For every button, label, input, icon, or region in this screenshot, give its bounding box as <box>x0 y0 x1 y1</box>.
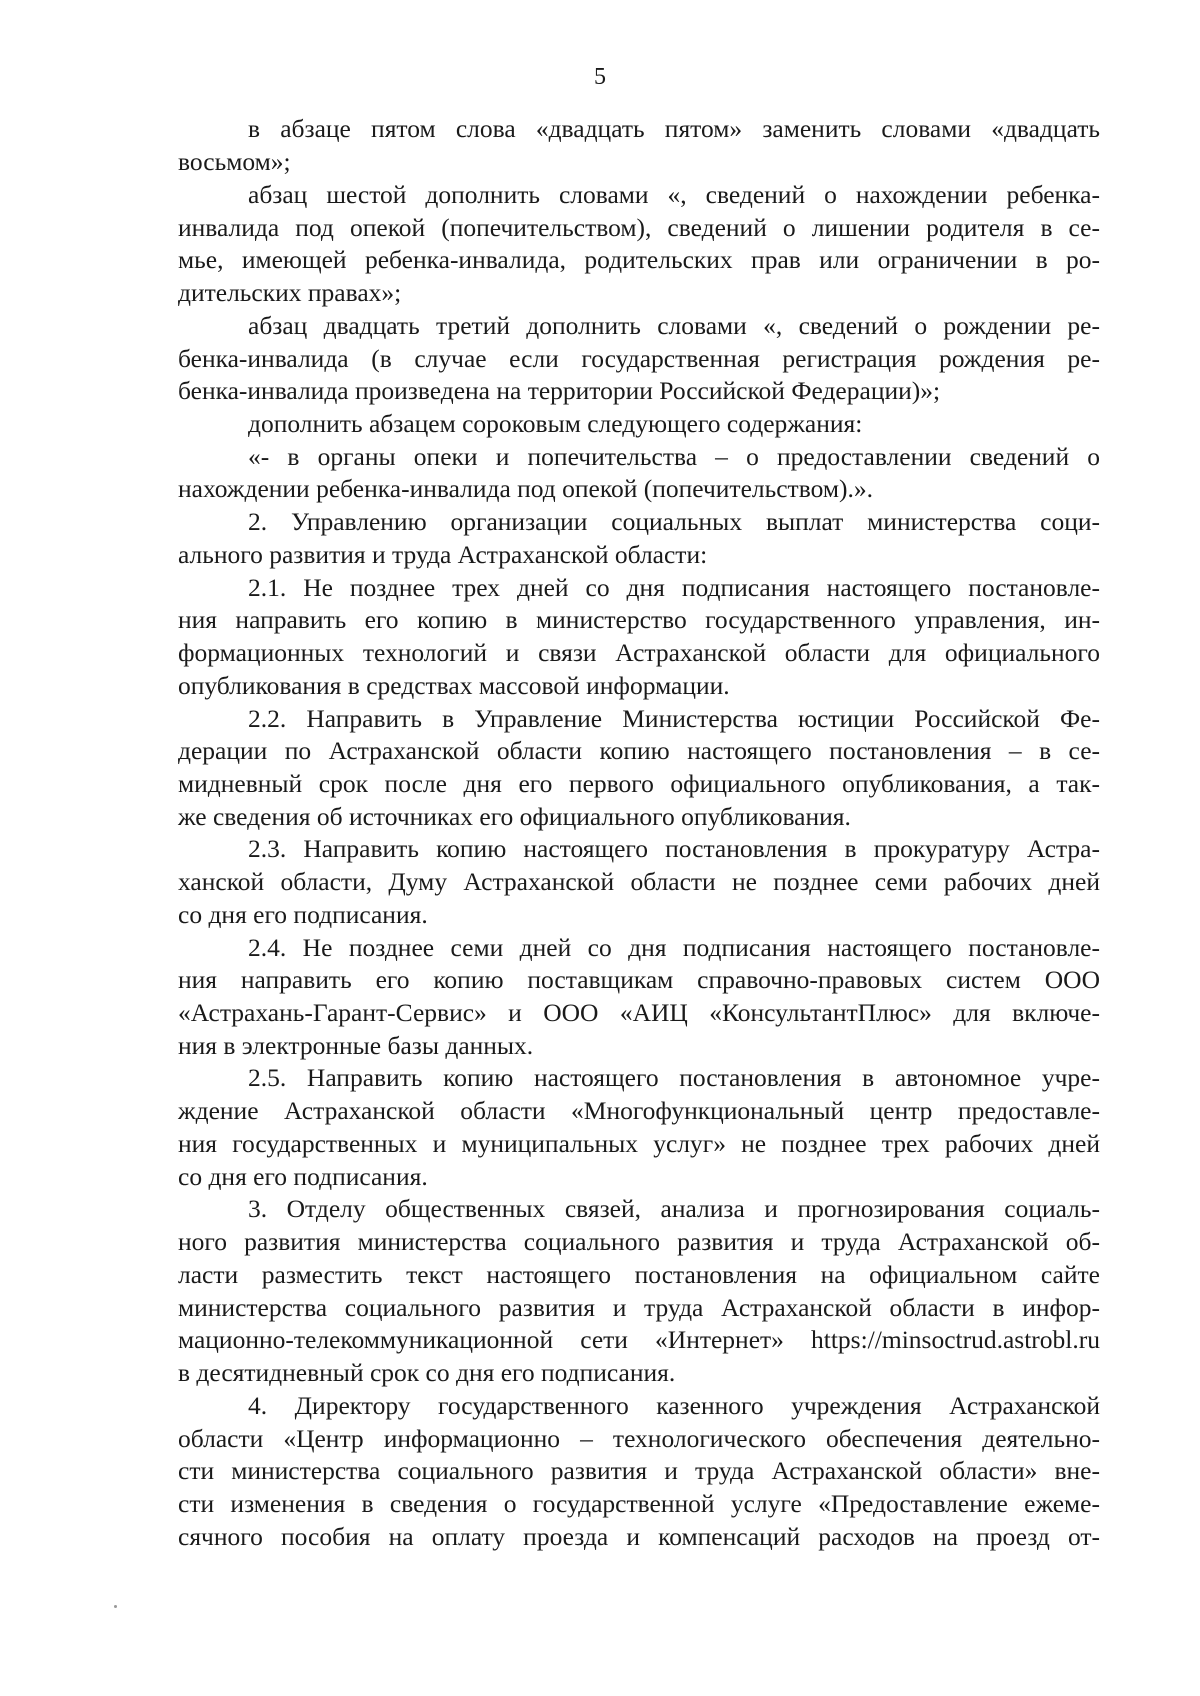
text-line: ханской области, Думу Астраханской области не позднее семи рабочих дней <box>178 867 1100 896</box>
text-line: ждение Астраханской области «Многофункциональный центр предоставле- <box>178 1096 1100 1125</box>
text-line: ального развития и труда Астраханской области: <box>178 540 708 569</box>
text-line: в абзаце пятом слова «двадцать пятом» заменить словами «двадцать <box>248 114 1100 143</box>
text-line: абзац двадцать третий дополнить словами «, сведений о рождении ре- <box>248 311 1100 340</box>
text-line: со дня его подписания. <box>178 1162 428 1191</box>
text-line: 3. Отделу общественных связей, анализа и прогнозирования социаль- <box>248 1194 1100 1223</box>
text-line: мье, имеющей ребенка-инвалида, родительских прав или ограничении в ро- <box>178 245 1100 274</box>
text-line: бенка-инвалида (в случае если государственная регистрация рождения ре- <box>178 344 1100 373</box>
text-line: 2.2. Направить в Управление Министерства юстиции Российской Фе- <box>248 704 1100 733</box>
text-line: «Астрахань-Гарант-Сервис» и ООО «АИЦ «КонсультантПлюс» для включе- <box>178 998 1100 1027</box>
text-line: 2.3. Направить копию настоящего постановления в прокуратуру Астра- <box>248 834 1100 863</box>
text-line: мационно-телекоммуникационной сети «Интернет» https://minsoctrud.astrobl.ru <box>178 1325 1100 1354</box>
text-line: сячного пособия на оплату проезда и компенсаций расходов на проезд от- <box>178 1522 1100 1551</box>
text-line: сти изменения в сведения о государственной услуге «Предоставление ежеме- <box>178 1489 1100 1518</box>
text-line: дительских правах»; <box>178 278 402 307</box>
text-line: ния государственных и муниципальных услуг» не позднее трех рабочих дней <box>178 1129 1100 1158</box>
text-line: ласти разместить текст настоящего постановления на официальном сайте <box>178 1260 1100 1289</box>
text-line: дополнить абзацем сороковым следующего содержания: <box>248 409 863 438</box>
text-line: министерства социального развития и труда Астраханской области в инфор- <box>178 1293 1100 1322</box>
text-line: ния направить его копию поставщикам справочно-правовых систем ООО <box>178 965 1100 994</box>
text-line: ния направить его копию в министерство государственного управления, ин- <box>178 605 1100 634</box>
text-line: 4. Директору государственного казенного учреждения Астраханской <box>248 1391 1100 1420</box>
text-line: 2.4. Не позднее семи дней со дня подписания настоящего постановле- <box>248 933 1100 962</box>
scan-speck <box>114 1605 117 1608</box>
text-line: инвалида под опекой (попечительством), сведений о лишении родителя в се- <box>178 213 1100 242</box>
text-line: 2.1. Не позднее трех дней со дня подписания настоящего постановле- <box>248 573 1100 602</box>
text-line: дерации по Астраханской области копию настоящего постановления – в се- <box>178 736 1100 765</box>
text-line: бенка-инвалида произведена на территории Российской Федерации)»; <box>178 376 941 405</box>
text-line: «- в органы опеки и попечительства – о предоставлении сведений о <box>248 442 1100 471</box>
text-line: в десятидневный срок со дня его подписания. <box>178 1358 676 1387</box>
text-line: восьмом»; <box>178 147 291 176</box>
text-line: нахождении ребенка-инвалида под опекой (попечительством).». <box>178 474 873 503</box>
page-number: 5 <box>594 64 606 90</box>
text-line: формационных технологий и связи Астраханской области для официального <box>178 638 1100 667</box>
text-line: опубликования в средствах массовой информации. <box>178 671 730 700</box>
text-line: 2.5. Направить копию настоящего постановления в автономное учре- <box>248 1063 1100 1092</box>
text-line: со дня его подписания. <box>178 900 428 929</box>
text-line: мидневный срок после дня его первого официального опубликования, а так- <box>178 769 1100 798</box>
text-line: же сведения об источниках его официального опубликования. <box>178 802 851 831</box>
text-line: ного развития министерства социального развития и труда Астраханской об- <box>178 1227 1100 1256</box>
text-line: абзац шестой дополнить словами «, сведений о нахождении ребенка- <box>248 180 1100 209</box>
text-line: сти министерства социального развития и труда Астраханской области» вне- <box>178 1456 1100 1485</box>
text-line: области «Центр информационно – технологического обеспечения деятельно- <box>178 1424 1100 1453</box>
text-line: 2. Управлению организации социальных выплат министерства соци- <box>248 507 1100 536</box>
text-line: ния в электронные базы данных. <box>178 1031 534 1060</box>
